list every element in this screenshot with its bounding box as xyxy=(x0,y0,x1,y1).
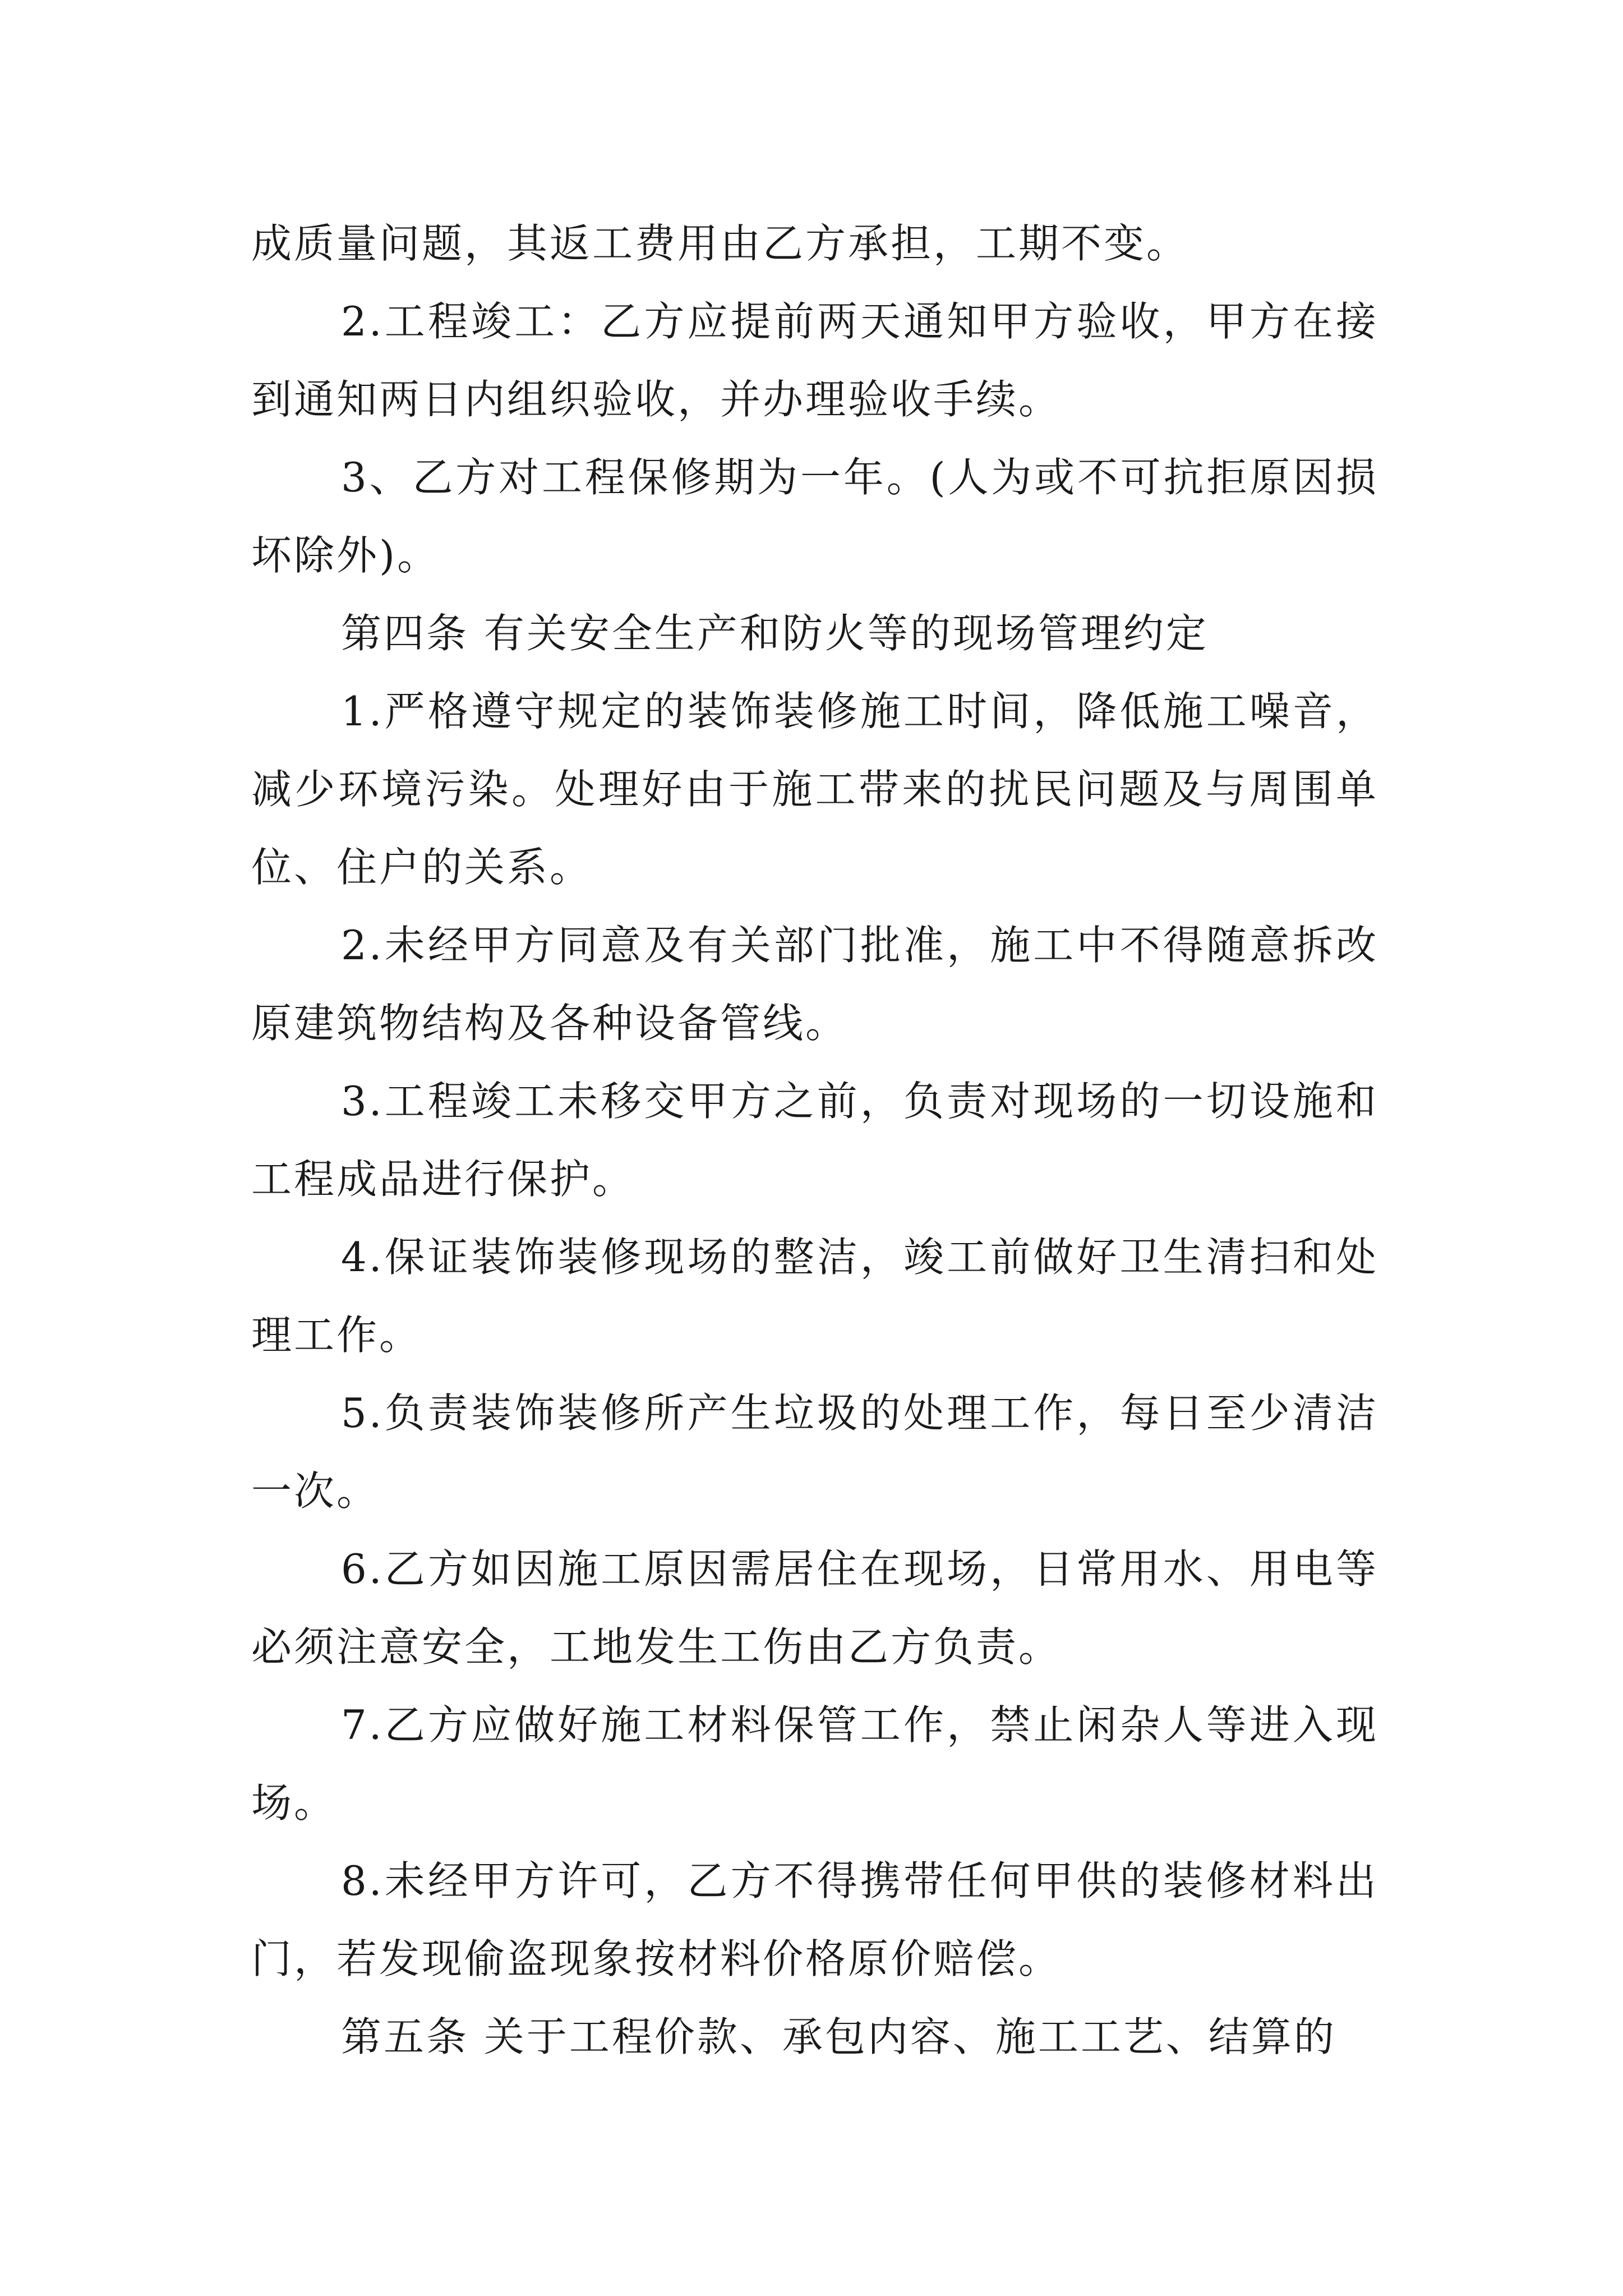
paragraph: 2.未经甲方同意及有关部门批准，施工中不得随意拆改原建筑物结构及各种设备管线。 xyxy=(251,922,1378,1047)
paragraph: 2.工程竣工：乙方应提前两天通知甲方验收，甲方在接到通知两日内组织验收，并办理验收手续。 xyxy=(251,298,1378,423)
paragraph: 3.工程竣工未移交甲方之前，负责对现场的一切设施和工程成品进行保护。 xyxy=(251,1078,1378,1203)
paragraph: 3、乙方对工程保修期为一年。(人为或不可抗拒原因损坏除外)。 xyxy=(251,454,1378,579)
paragraph: 5.负责装饰装修所产生垃圾的处理工作，每日至少清洁一次。 xyxy=(251,1389,1378,1515)
section-heading: 第四条 有关安全生产和防火等的现场管理约定 xyxy=(341,610,1209,657)
paragraph: 8.未经甲方许可，乙方不得携带任何甲供的装修材料出门，若发现偷盗现象按材料价格原价赔偿。 xyxy=(251,1857,1378,1982)
paragraph: 6.乙方如因施工原因需居住在现场，日常用水、用电等必须注意安全，工地发生工伤由乙方负责。 xyxy=(251,1545,1378,1671)
paragraph: 1.严格遵守规定的装饰装修施工时间，降低施工噪音，减少环境污染。处理好由于施工带来的扰民问题及与周围单位、住户的关系。 xyxy=(251,688,1378,891)
section-heading: 第五条 关于工程价款、承包内容、施工工艺、结算的 xyxy=(341,2013,1336,2060)
paragraph: 成质量问题，其返工费用由乙方承担，工期不变。 xyxy=(251,220,1189,267)
document-body xyxy=(251,205,1378,2076)
paragraph: 7.乙方应做好施工材料保管工作，禁止闲杂人等进入现场。 xyxy=(251,1701,1378,1826)
paragraph: 4.保证装饰装修现场的整洁，竣工前做好卫生清扫和处理工作。 xyxy=(251,1234,1378,1359)
